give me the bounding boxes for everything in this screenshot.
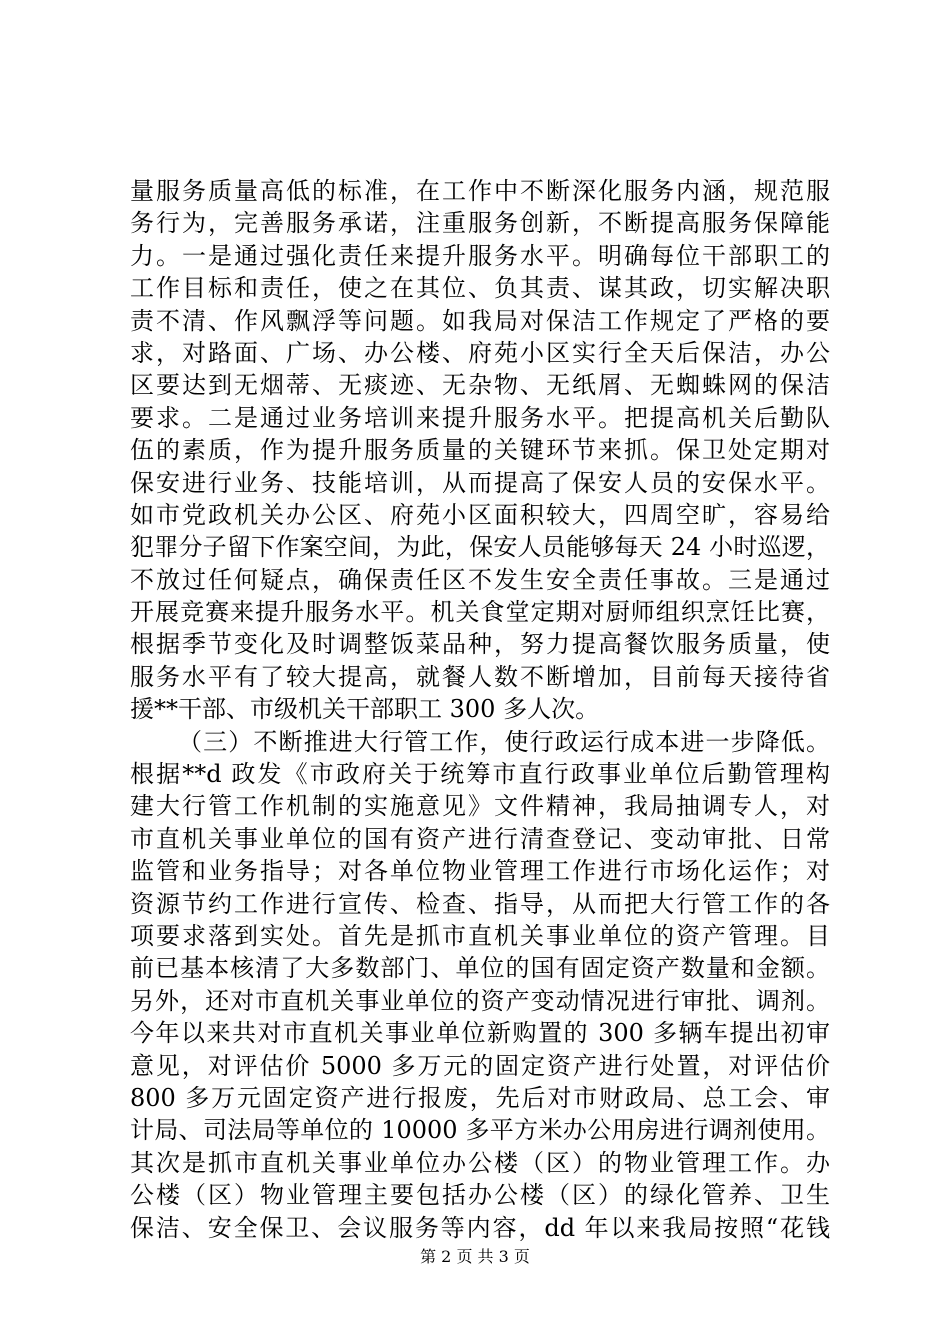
text-line: 监管和业务指导；对各单位物业管理工作进行市场化运作；对 [130,857,830,886]
text-line: 求，对路面、广场、办公楼、府苑小区实行全天后保洁，办公 [130,338,830,367]
text-line: 如市党政机关办公区、府苑小区面积较大，四周空旷，容易给 [130,500,830,529]
text-line: 务行为，完善服务承诺，注重服务创新，不断提高服务保障能 [130,209,830,238]
text-line: 前已基本核清了大多数部门、单位的国有固定资产数量和金额。 [130,954,830,983]
text-line: 今年以来共对市直机关事业单位新购置的 300 多辆车提出初审 [130,1019,830,1048]
text-line: 保安进行业务、技能培训，从而提高了保安人员的安保水平。 [130,468,830,497]
text-line: 计局、司法局等单位的 10000 多平方米办公用房进行调剂使用。 [130,1116,830,1145]
text-line: 要求。二是通过业务培训来提升服务水平。把提高机关后勤队 [130,403,830,432]
page-number: 第 2 页 共 3 页 [420,1247,530,1266]
text-line: 800 多万元固定资产进行报废，先后对市财政局、总工会、审 [130,1083,830,1112]
text-line: 区要达到无烟蒂、无痰迹、无杂物、无纸屑、无蜘蛛网的保洁 [130,371,830,400]
text-line: 市直机关事业单位的国有资产进行清查登记、变动审批、日常 [130,824,830,853]
body-text [130,175,830,1244]
text-line: 其次是抓市直机关事业单位办公楼（区）的物业管理工作。办 [130,1148,830,1177]
text-line: 资源节约工作进行宣传、检查、指导，从而把大行管工作的各 [130,889,830,918]
text-line: 根据**d 政发《市政府关于统筹市直行政事业单位后勤管理构 [130,760,830,789]
text-line: 伍的素质，作为提升服务质量的关键环节来抓。保卫处定期对 [130,436,830,465]
text-line: 责不清、作风飘浮等问题。如我局对保洁工作规定了严格的要 [130,306,830,335]
text-line: 援**干部、市级机关干部职工 300 多人次。 [130,695,600,724]
section-heading-line: （三）不断推进大行管工作，使行政运行成本进一步降低。 [178,727,830,756]
text-line: 工作目标和责任，使之在其位、负其责、谋其政，切实解决职 [130,274,830,303]
text-line: 开展竞赛来提升服务水平。机关食堂定期对厨师组织烹饪比赛， [130,598,830,627]
text-line: 服务水平有了较大提高，就餐人数不断增加，目前每天接待省 [130,662,830,691]
text-line: 根据季节变化及时调整饭菜品种，努力提高餐饮服务质量，使 [130,630,830,659]
text-line: 建大行管工作机制的实施意见》文件精神，我局抽调专人，对 [130,792,830,821]
text-line: 量服务质量高低的标准，在工作中不断深化服务内涵，规范服 [130,177,830,205]
text-line: 保洁、安全保卫、会议服务等内容，dd 年以来我局按照“花钱 [130,1213,830,1242]
text-line: 意见，对评估价 5000 多万元的固定资产进行处置，对评估价 [130,1051,830,1080]
page-footer [0,1244,950,1267]
text-line: 公楼（区）物业管理主要包括办公楼（区）的绿化管养、卫生 [130,1181,830,1210]
text-line: 犯罪分子留下作案空间，为此，保安人员能够每天 24 小时巡逻， [130,533,830,562]
text-line: 项要求落到实处。首先是抓市直机关事业单位的资产管理。目 [130,921,830,950]
text-line: 不放过任何疑点，确保责任区不发生安全责任事故。三是通过 [130,565,830,594]
text-line: 力。一是通过强化责任来提升服务水平。明确每位干部职工的 [130,241,830,270]
text-line: 另外，还对市直机关事业单位的资产变动情况进行审批、调剂。 [130,986,830,1015]
